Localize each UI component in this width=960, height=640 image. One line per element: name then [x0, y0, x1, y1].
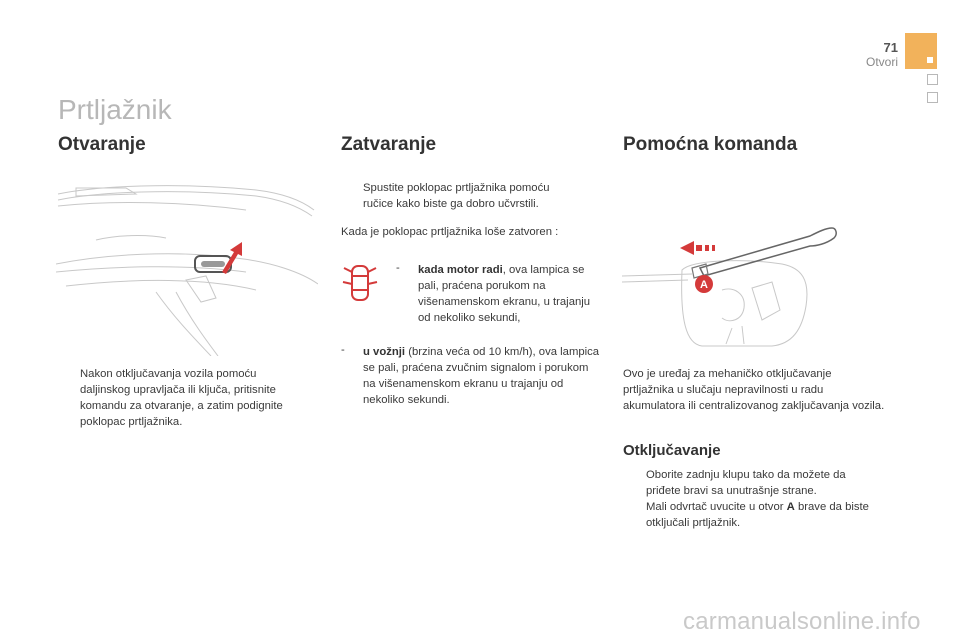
chapter-tab-box[interactable] — [927, 74, 938, 85]
zatvaranje-item-engine-running — [418, 262, 596, 326]
dash-marker: - — [396, 262, 400, 274]
item-bold-label: kada motor radi — [418, 264, 503, 276]
trunk-open-warning-lamp-icon — [340, 262, 380, 304]
step-bold-label: A — [786, 501, 795, 513]
otkljucavanje-step-1: Oborite zadnju klupu tako da možete da priđete bravi sa unutrašnje strane. — [646, 469, 846, 497]
label-a-marker: A — [700, 279, 708, 291]
page-number: 71 — [883, 40, 898, 55]
page-title: Prtljažnik — [58, 94, 172, 125]
item-text: , ova lampica se pali, praćena porukom na višenamenskom ekranu, u trajanju od nekoliko sekundi, — [418, 264, 591, 324]
chapter-label: Otvori — [865, 55, 898, 69]
otvaranje-instruction: Nakon otključavanja vozila pomoću daljinskog upravljača ili ključa, pritisnite komandu za otvaranje, a zatim podignite poklopac prtljažnika. — [80, 368, 283, 428]
item-bold-label: u vožnji — [363, 346, 406, 358]
zatvaranje-instruction: Spustite poklopac prtljažnika pomoću ručice kako biste ga dobro učvrstili. — [363, 182, 550, 210]
tab-marker — [927, 57, 933, 63]
otkljucavanje-step-2 — [646, 499, 878, 531]
zatvaranje-intro: Kada je poklopac prtljažnika loše zatvoren : — [341, 226, 559, 238]
heading-zatvaranje: Zatvaranje — [341, 134, 437, 155]
chapter-tab-active[interactable] — [905, 33, 937, 69]
zatvaranje-item-driving — [363, 344, 603, 408]
step-text: Mali odvrtač uvucite u otvor — [646, 501, 787, 513]
chapter-tab-box[interactable] — [927, 92, 938, 103]
heading-otvaranje: Otvaranje — [58, 134, 146, 155]
pomocna-description: Ovo je uređaj za mehaničko otključavanje prtljažnika u slučaju nepravilnosti u radu akumulatora ili centralizovanog zaključavanja vozila. — [623, 368, 885, 412]
trunk-opening-illustration — [56, 180, 318, 356]
heading-otkljucavanje: Otključavanje — [623, 442, 721, 459]
item-text: (brzina veća od 10 km/h), ova lampica se pali, praćena zvučnim signalom i porukom na višenamenskom ekranu u trajanju od nekoliko sekundi. — [363, 346, 600, 406]
watermark: carmanualsonline.info — [683, 608, 921, 635]
dash-marker: - — [341, 344, 345, 356]
step-text: brave da biste otključali prtljažnik. — [646, 501, 869, 529]
heading-pomocna-komanda: Pomoćna komanda — [623, 134, 798, 155]
emergency-release-illustration — [622, 210, 884, 350]
